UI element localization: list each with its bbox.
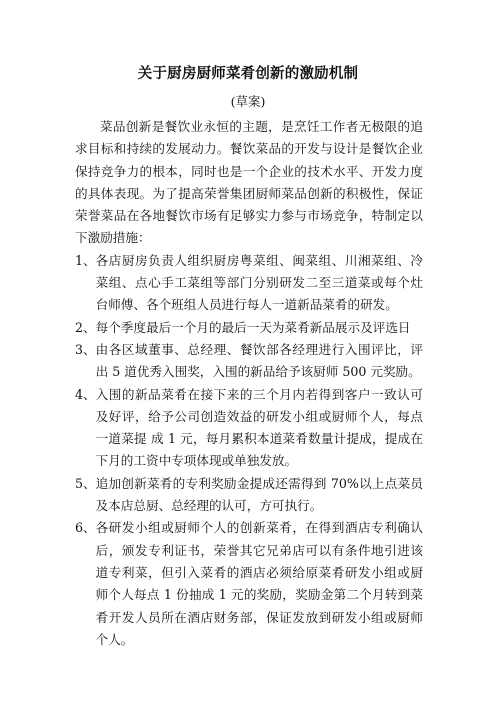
list-item-number: 2、 <box>75 319 96 335</box>
list-item-number: 1、 <box>75 252 96 268</box>
list-item-text: 入围的新品菜肴在接下来的三个月内若得到客户一致认可及好评，给予公司创造效益的研发小组或厨师个人，每点一道菜提 成 1 元，每月累积本道菜肴数量计提成，提成在下月的工资中专项体现或单独发放。 <box>95 386 423 469</box>
list-item-text: 各研发小组或厨师个人的创新菜肴，在得到酒店专利确认后，颁发专利证书，荣誉其它兄弟店可以有条件地引进该道专利菜，但引入菜肴的酒店必须给原菜肴研发小组或厨师个人每点 1 份抽成 1 元的奖励，奖励金第二个月转到菜肴开发人员所在酒店财务部，保证发放到研发小组或厨师个人。 <box>95 520 423 647</box>
list-item <box>75 339 423 384</box>
list-item <box>75 317 423 339</box>
list-item <box>75 473 423 518</box>
list-item-number: 6、 <box>75 520 96 536</box>
list-item-number: 4、 <box>75 386 96 402</box>
list-item-text: 由各区域董事、总经理、餐饮部各经理进行入围评比，评出 5 道优秀入围奖，入围的新品给予该厨师 500 元奖励。 <box>95 341 423 380</box>
list-item-number: 3、 <box>75 341 96 357</box>
intro-paragraph: 菜品创新是餐饮业永恒的主题，是烹饪工作者无极限的追求目标和持续的发展动力。餐饮菜品的开发与设计是餐饮企业保持竞争力的根本，同时也是一个企业的技术水平、开发力度的具体表现。为了提高荣誉集团厨师菜品创新的积极性，保证荣誉菜品在各地餐饮市场有足够实力参与市场竞争，特制定以下激励措施： <box>75 119 423 246</box>
document-title: 关于厨房厨师菜肴创新的激励机制 <box>137 66 359 82</box>
list-item <box>75 517 423 651</box>
document-subtitle: (草案) <box>230 94 266 109</box>
list-item-text: 每个季度最后一个月的最后一天为菜肴新品展示及评选日 <box>95 319 411 335</box>
document-body <box>75 116 423 651</box>
list-item-text: 追加创新菜肴的专利奖励金提成还需得到 70%以上点菜员及本店总厨、总经理的认可，方可执行。 <box>95 475 423 514</box>
list-item <box>75 384 423 473</box>
list-item-number: 5、 <box>75 475 96 491</box>
list-item <box>75 250 423 317</box>
list-item-text: 各店厨房负责人组织厨房粤菜组、闽菜组、川湘菜组、冷菜组、点心手工菜组等部门分别研发二至三道菜或每个灶台师傅、各个班组人员进行每人一道新品菜肴的研发。 <box>95 252 423 313</box>
